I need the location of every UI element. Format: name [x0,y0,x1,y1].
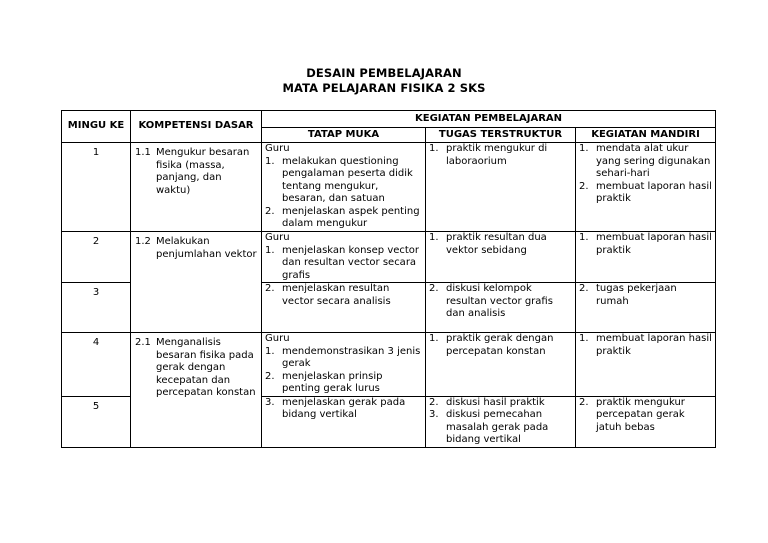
structured-task-cell [426,143,576,232]
face-to-face-cell [262,333,426,397]
competency-number: 1.1 [135,147,151,158]
week-number: 4 [62,333,131,397]
header-week: MINGU KE [62,111,131,143]
structured-task-cell [426,283,576,333]
list-item: 2. diskusi kelompok resultan vector grafis dan analisis [429,283,553,319]
competency-number: 2.1 [135,337,151,348]
table-row [62,333,716,397]
list-item: 1. praktik gerak dengan percepatan konstan [429,333,554,357]
face-to-face-cell [262,283,426,333]
week-number: 3 [62,283,131,333]
week-number: 5 [62,396,131,447]
list-item: 2. praktik mengukur percepatan gerak jatuh bebas [579,396,685,433]
competency-number: 1.2 [135,236,151,247]
face-to-face-cell [262,396,426,447]
list-item: 1. mendemonstrasikan 3 jenis gerak [265,345,421,369]
competency-cell [131,333,262,448]
competency-text: Menganalisis besaran fisika pada gerak dengan kecepatan dan percepatan konstan [156,337,256,398]
teacher-label: Guru [265,232,290,243]
learning-design-table [61,110,716,448]
list-item: 2. menjelaskan resultan vector secara analisis [265,283,391,307]
list-item: 2. diskusi hasil praktik [429,396,545,408]
structured-task-cell [426,232,576,283]
list-item: 2. menjelaskan prinsip penting gerak lurus [265,370,383,394]
list-item: 3. diskusi pemecahan masalah gerak pada bidang vertikal [429,409,549,445]
face-to-face-cell [262,232,426,283]
table-row [62,143,716,232]
header-independent: KEGIATAN MANDIRI [576,128,716,143]
list-item: 2. menjelaskan aspek penting dalam mengukur [265,205,420,229]
independent-cell [576,232,716,283]
list-item: 1. membuat laporan hasil praktik [579,333,712,357]
list-item: 2. membuat laporan hasil praktik [579,180,712,204]
document-subtitle: MATA PELAJARAN FISIKA 2 SKS [282,81,486,95]
structured-task-cell [426,333,576,397]
competency-cell [131,143,262,232]
list-item: 1. mendata alat ukur yang sering digunakan sehari-hari [579,143,711,179]
header-face-to-face: TATAP MUKA [262,128,426,143]
list-item: 2. tugas pekerjaan rumah [579,283,677,307]
teacher-label: Guru [265,143,290,154]
competency-text: Mengukur besaran fisika (massa, panjang, dan waktu) [156,147,250,196]
list-item: 1. praktik mengukur di laboraorium [429,143,548,167]
independent-cell [576,143,716,232]
table-row [62,232,716,283]
list-item: 1. melakukan questioning pengalaman peserta didik tentang mengukur, besaran, dan satuan [265,155,413,204]
week-number: 2 [62,232,131,283]
face-to-face-cell [262,143,426,232]
independent-cell [576,333,716,397]
header-structured-task: TUGAS TERSTRUKTUR [426,128,576,143]
week-number: 1 [62,143,131,232]
list-item: 1. membuat laporan hasil praktik [579,232,712,256]
document-title: DESAIN PEMBELAJARAN [306,66,462,80]
header-competency: KOMPETENSI DASAR [131,111,262,143]
header-activities: KEGIATAN PEMBELAJARAN [262,111,716,128]
structured-task-cell [426,396,576,447]
teacher-label: Guru [265,333,290,344]
independent-cell [576,396,716,447]
list-item: 1. menjelaskan konsep vector dan resultan vector secara grafis [265,244,420,281]
competency-text: Melakukan penjumlahan vektor [156,236,257,260]
list-item: 3. menjelaskan gerak pada bidang vertikal [265,396,406,420]
list-item: 1. praktik resultan dua vektor sebidang [429,232,547,256]
competency-cell [131,232,262,333]
independent-cell [576,283,716,333]
